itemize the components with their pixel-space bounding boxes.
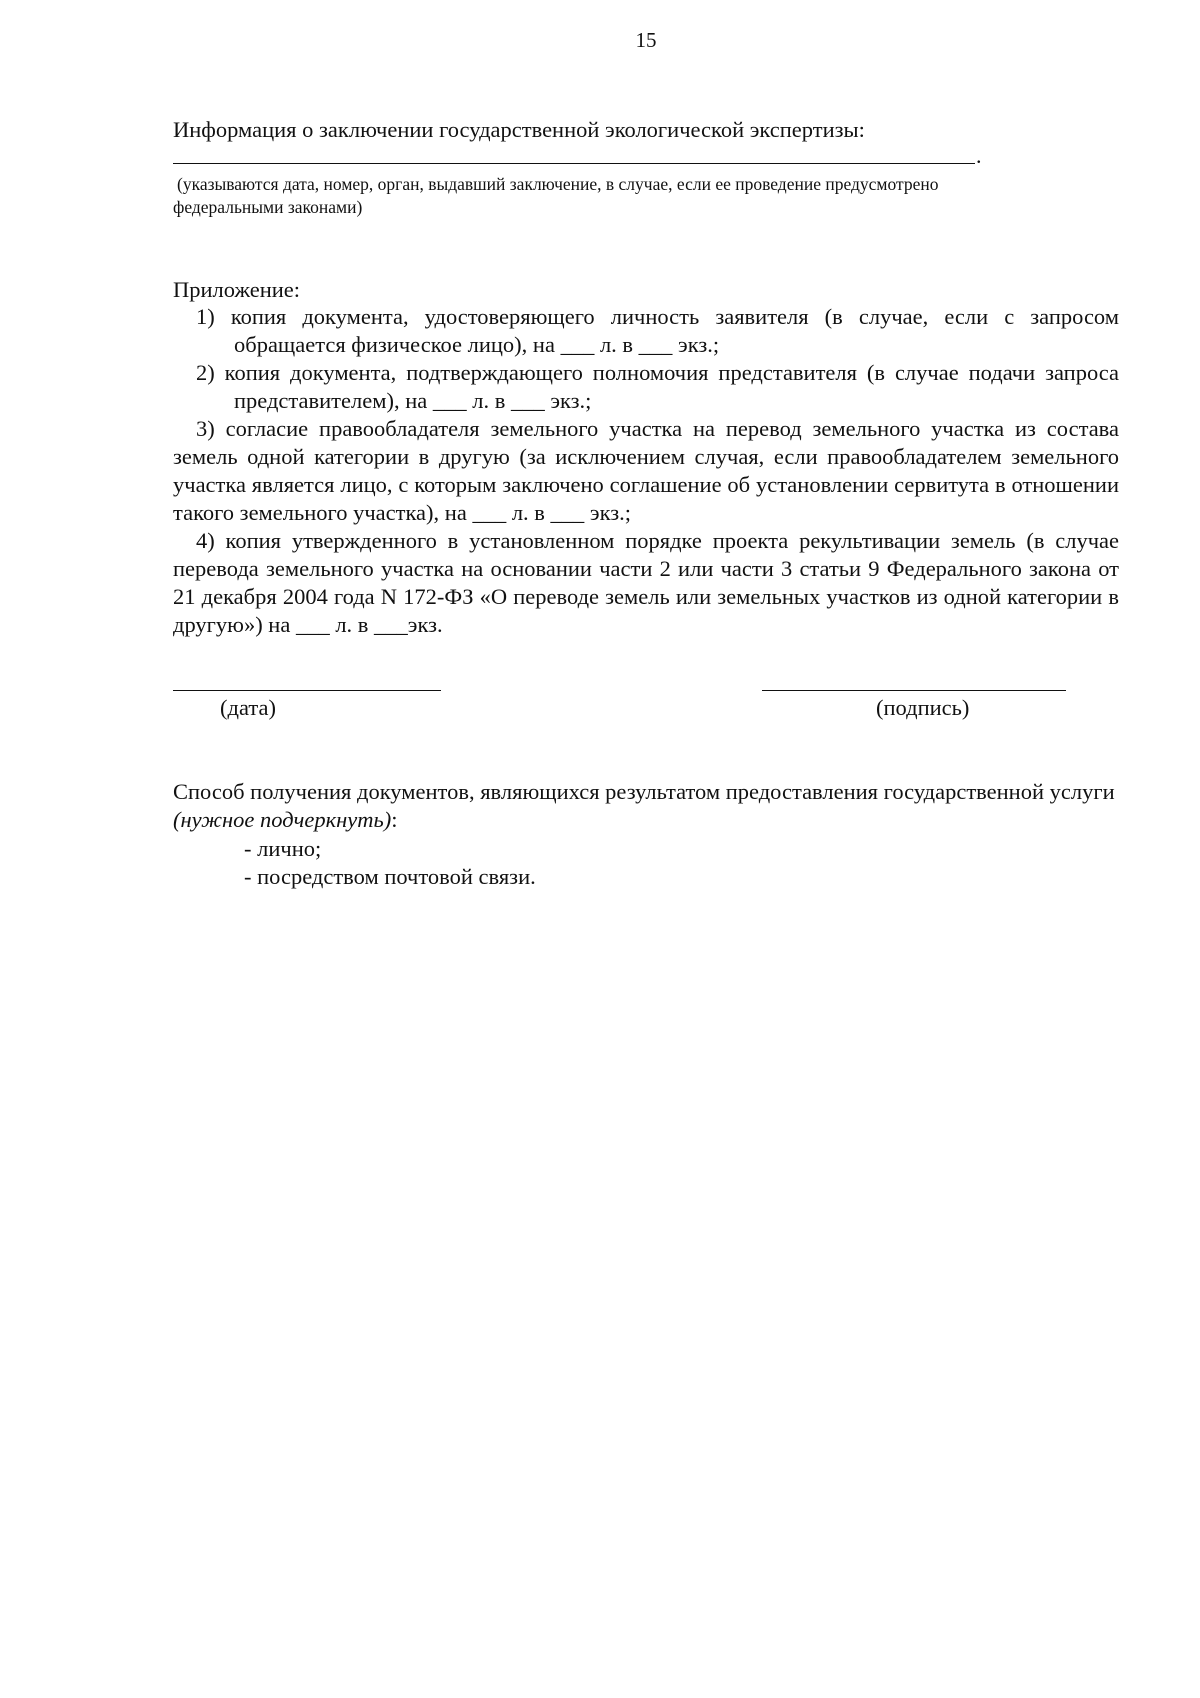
appendix-list <box>173 303 1119 639</box>
note-line-1: (указываются дата, номер, орган, выдавший заключение, в случае, если ее проведение предусмотрено <box>177 174 939 194</box>
receipt-method-hint: (нужное подчеркнуть) <box>173 807 392 832</box>
date-line <box>173 690 441 691</box>
receipt-method-colon: : <box>391 807 398 832</box>
page-number: 15 <box>635 28 657 52</box>
appendix-item-4: 4) копия утвержденного в установленном порядке проекта рекультивации земель (в случае перевода земельного участка на основании части 2 или части 3 статьи 9 Федерального закона от 21 декабря 2004 года N 172-ФЗ «О переводе земель или земельных участков из одной категории в другую») на ___ л. в ___экз. <box>173 528 1119 637</box>
signature-line <box>762 690 1066 691</box>
date-label: (дата) <box>220 695 276 720</box>
appendix-item-3: 3) согласие правообладателя земельного участка на перевод земельного участка из состава земель одной категории в другую (за исключением случая, если правообладателем земельного участка является лицо, с которым заключено соглашение об установлении сервитута в отношении такого земельного участка), на ___ л. в ___ экз.; <box>173 416 1119 525</box>
option-in-person: - лично; <box>244 836 322 861</box>
expertise-heading: Информация о заключении государственной экологической экспертизы: <box>173 117 865 142</box>
appendix-item-2: 2) копия документа, подтверждающего полномочия представителя (в случае подачи запроса представителем), на ___ л. в ___ экз.; <box>196 360 1119 413</box>
fill-line-period: . <box>976 143 982 168</box>
appendix-label: Приложение: <box>173 277 301 302</box>
expertise-fill-line <box>173 163 975 164</box>
expertise-note <box>173 173 1113 219</box>
note-line-2: федеральными законами) <box>173 197 363 217</box>
appendix-item-1: 1) копия документа, удостоверяющего личность заявителя (в случае, если с запросом обращается физическое лицо), на ___ л. в ___ экз.; <box>196 304 1119 357</box>
receipt-method <box>173 778 1119 834</box>
option-by-mail: - посредством почтовой связи. <box>244 864 536 889</box>
signature-label: (подпись) <box>876 695 970 720</box>
receipt-method-text: Способ получения документов, являющихся результатом предоставления государственной услуги <box>173 779 1115 804</box>
